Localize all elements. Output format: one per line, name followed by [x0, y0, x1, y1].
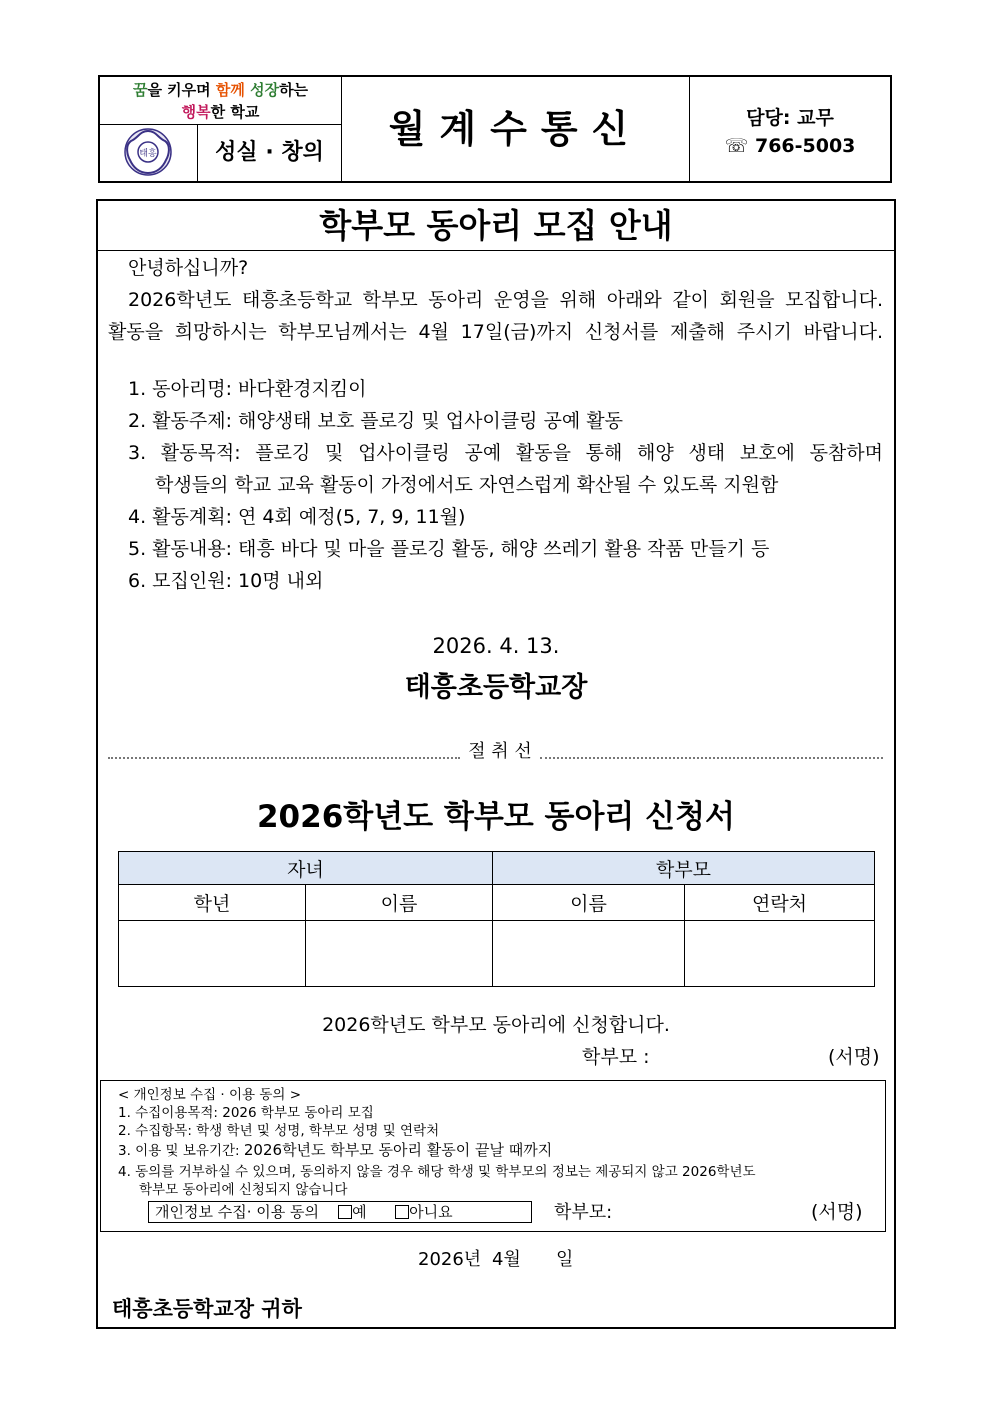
notice-items [128, 373, 883, 597]
newsletter-title: 월계수통신 [342, 77, 690, 181]
footer-date-month: 4월 [492, 1249, 521, 1270]
motto-line-1 [100, 79, 341, 101]
school-emblem [100, 125, 198, 181]
school-motto [100, 77, 342, 125]
motto-part: 하는 [279, 81, 309, 99]
col-grade: 학년 [119, 885, 306, 921]
list-item: 5. 활동내용: 태흥 바다 및 마을 플로깅 활동, 해양 쓰레기 활용 작품 만들기 등 [128, 538, 770, 560]
consent-sign-label: (서명) [811, 1201, 863, 1223]
intro-line-1: 2026학년도 태흥초등학교 학부모 동아리 운영을 위해 아래와 같이 회원을 모집합니다. [128, 289, 883, 311]
consent-yes-checkbox[interactable] [338, 1205, 352, 1219]
col-child-name: 이름 [306, 885, 493, 921]
motto-highlight: 행복 [181, 103, 211, 121]
child-name-field[interactable] [306, 921, 493, 987]
notice-date: 2026. 4. 13. [432, 634, 560, 658]
intro-line-2: 활동을 희망하시는 학부모님께서는 4월 17일(금)까지 신청서를 제출해 주시기 바랍니다. [108, 321, 883, 343]
motto-part: 함께 [215, 81, 245, 99]
notice-signer: 태흥초등학교장 [404, 672, 588, 703]
footer-date-year: 2026년 [418, 1249, 482, 1270]
consent-parent-label: 학부모: [554, 1202, 613, 1223]
notice-title: 학부모 동아리 모집 안내 [98, 201, 894, 251]
col-parent-name: 이름 [493, 885, 685, 921]
motto-part: 꿈 [132, 81, 148, 99]
cut-line-label: 절 취 선 [468, 741, 532, 762]
list-item-continued: 학생들의 학교 교육 활동이 가정에서도 자연스럽게 확산될 수 있도록 지원함 [155, 474, 779, 496]
list-item: 1. 동아리명: 바다환경지킴이 [128, 378, 367, 400]
motto-text: 한 학교 [210, 103, 260, 121]
footer-addressee: 태흥초등학교장 귀하 [112, 1297, 302, 1321]
group-child: 자녀 [119, 852, 493, 885]
application-signature-field[interactable] [654, 1046, 824, 1068]
list-item: 6. 모집인원: 10명 내외 [128, 570, 324, 592]
consent-line-3 [118, 1141, 552, 1160]
motto-part: 성장 [250, 81, 280, 99]
contact-dept: 담당: 교무 [746, 107, 834, 129]
motto-line-2 [100, 101, 341, 123]
consent-line-3-value: 2026학년도 학부모 동아리 활동이 끝날 때까지 [243, 1141, 553, 1159]
school-emblem-icon [100, 125, 196, 179]
contact-info [690, 77, 890, 181]
col-contact: 연락처 [685, 885, 875, 921]
consent-no-label: 아니요 [409, 1203, 453, 1221]
school-virtue: 성실 · 창의 [198, 125, 342, 181]
grade-field[interactable] [119, 921, 306, 987]
application-statement: 2026학년도 학부모 동아리에 신청합니다. [322, 1014, 670, 1036]
consent-signature-field[interactable] [621, 1203, 801, 1223]
consent-line-1: 1. 수집이용목적: 2026 학부모 동아리 모집 [118, 1105, 374, 1121]
consent-line-4b: 학부모 동아리에 신청되지 않습니다 [139, 1182, 348, 1198]
contact-field[interactable] [685, 921, 875, 987]
list-item: 3. 활동목적: 플로깅 및 업사이클링 공예 활동을 통해 해양 생태 보호에 동참하며 [128, 442, 883, 464]
consent-line-3-label: 3. 이용 및 보유기간: [118, 1143, 244, 1159]
group-parent: 학부모 [493, 852, 875, 885]
consent-line-2: 2. 수집항목: 학생 학년 및 성명, 학부모 성명 및 연락처 [118, 1123, 440, 1139]
consent-choice-label: 개인정보 수집· 이용 동의 [155, 1203, 319, 1221]
consent-heading: < 개인정보 수집 · 이용 동의 > [118, 1087, 302, 1103]
newsletter-header [98, 75, 892, 183]
application-sign-label: (서명) [828, 1046, 880, 1068]
phone-icon: ☏ [724, 135, 749, 157]
application-parent-label: 학부모 : [582, 1046, 650, 1068]
consent-yes-label: 예 [352, 1203, 367, 1221]
consent-line-4a: 4. 동의를 거부하실 수 있으며, 동의하지 않을 경우 해당 학생 및 학부모의 정보는 제공되지 않고 2026학년도 [118, 1164, 756, 1180]
contact-phone: 766-5003 [754, 135, 856, 157]
contact-phone-row [690, 135, 890, 157]
consent-choice-box [148, 1201, 532, 1223]
greeting: 안녕하십니까? [128, 257, 249, 279]
list-item: 2. 활동주제: 해양생태 보호 플로깅 및 업사이클링 공예 활동 [128, 410, 623, 432]
svg-text:태흥: 태흥 [139, 149, 157, 159]
footer-date-day: 일 [556, 1249, 574, 1270]
consent-no-checkbox[interactable] [395, 1205, 409, 1219]
motto-part: 을 키우며 [147, 81, 216, 99]
parent-name-field[interactable] [493, 921, 685, 987]
list-item: 4. 활동계획: 연 4회 예정(5, 7, 9, 11월) [128, 506, 466, 528]
application-table [118, 851, 875, 987]
application-title: 2026학년도 학부모 동아리 신청서 [256, 799, 735, 835]
cut-line-right [540, 757, 883, 759]
privacy-consent-box [100, 1080, 886, 1232]
cut-line-left [108, 757, 460, 759]
